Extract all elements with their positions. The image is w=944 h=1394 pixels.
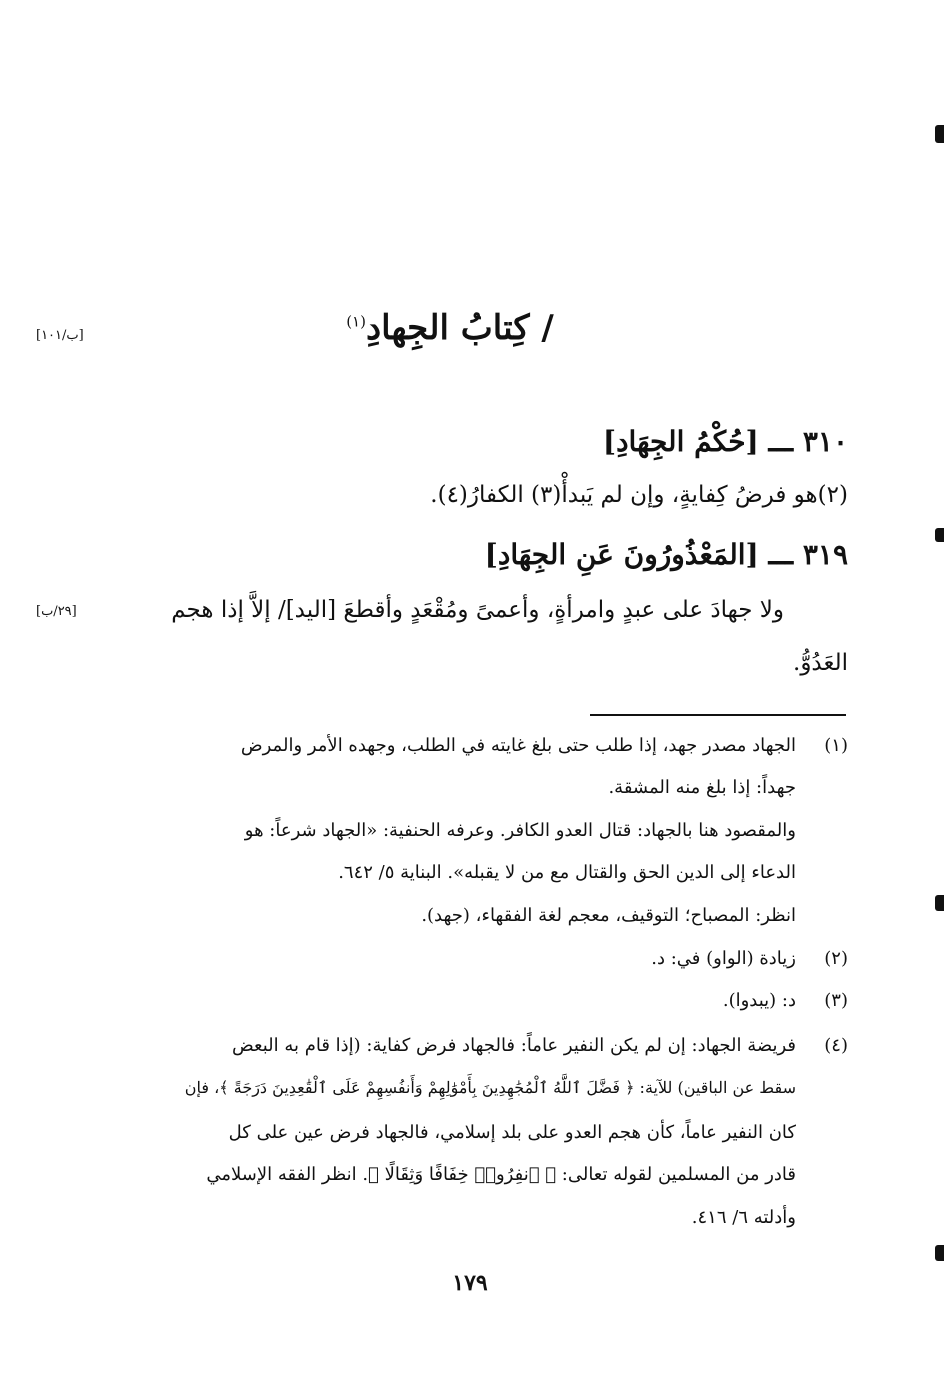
footnote-line: جهداً: إذا بلغ منه المشقة. — [608, 777, 796, 798]
edge-mark-middle — [935, 528, 944, 542]
section-text-line: ولا جهادَ على عبدٍ وامرأةٍ، وأعمىً ومُقْعَدٍ وأقطعَ [اليد]/ إلاَّ إذا هجم — [171, 597, 784, 623]
book-title-text: / كِتابُ الجِهادِ — [365, 308, 554, 348]
footnote-line: زيادة (الواو) في: د. — [651, 948, 796, 969]
page-number: ١٧٩ — [452, 1270, 488, 1296]
edge-mark-bottom — [935, 1245, 944, 1261]
footnote-number: (٣) — [824, 990, 848, 1011]
footnote-line: كان النفير عاماً، كأن هجم العدو على بلد إسلامي، فالجهاد فرض عين على كل — [228, 1122, 796, 1143]
footnote-number: (٤) — [824, 1035, 848, 1056]
footnote-line: الجهاد مصدر جهد، إذا طلب حتى بلغ غايته في الطلب، وجهده الأمر والمرض — [240, 735, 796, 756]
footnote-line: انظر: المصباح؛ التوقيف، معجم لغة الفقهاء، (جهد). — [421, 905, 796, 926]
section-heading: ٣١٩ ـــ [المَعْذُورُونَ عَنِ الجِهَادِ] — [484, 538, 848, 571]
footnote-number: (٢) — [824, 948, 848, 969]
footnote-line: وأدلته ٦/ ٤١٦. — [691, 1207, 796, 1228]
footnote-separator — [590, 714, 846, 716]
footnote-line: د: (يبدوا). — [722, 990, 796, 1011]
footnote-line: فريضة الجهاد: إن لم يكن النفير عاماً: فالجهاد فرض كفاية: (إذا قام به البعض — [231, 1035, 796, 1056]
margin-reference: [٢٩/ب] — [36, 604, 77, 619]
edge-mark-top — [935, 125, 944, 143]
footnote-line: والمقصود هنا بالجهاد: قتال العدو الكافر. وعرفه الحنفية: «الجهاد شرعاً: هو — [244, 820, 796, 841]
book-title-footnote-mark: (١) — [346, 312, 366, 331]
footnote-number: (١) — [824, 735, 848, 756]
section-text-line: العَدُوُّ. — [793, 650, 848, 676]
margin-reference-top: [ب/١٠١] — [36, 328, 84, 343]
footnote-line: الدعاء إلى الدين الحق والقتال مع من لا يقبله». البناية ٥/ ٦٤٢. — [338, 862, 796, 883]
edge-mark-lower — [935, 895, 944, 911]
section-text-line: (٢)هو فرضُ كِفايةٍ، وإن لم يَبدأْ(٣) الكفارُ(٤). — [430, 482, 848, 508]
footnote-line: قادر من المسلمين لقوله تعالى: ﴿ ٱنفِرُوا۟ خِفَافًا وَثِقَالًا ﴾. انظر الفقه الإسلامي — [206, 1164, 796, 1185]
footnote-line: سقط عن الباقين) للآية: ﴿ فَضَّلَ ٱللَّهُ ٱلْمُجَٰهِدِينَ بِأَمْوَٰلِهِمْ وَأَنفُسِهِمْ عَلَى ٱلْقَٰعِدِينَ دَرَجَةً ﴾، فإن — [184, 1078, 796, 1097]
book-title — [300, 308, 600, 348]
section-heading: ٣١٠ ـــ [حُكْمُ الجِهَادِ] — [602, 425, 848, 458]
